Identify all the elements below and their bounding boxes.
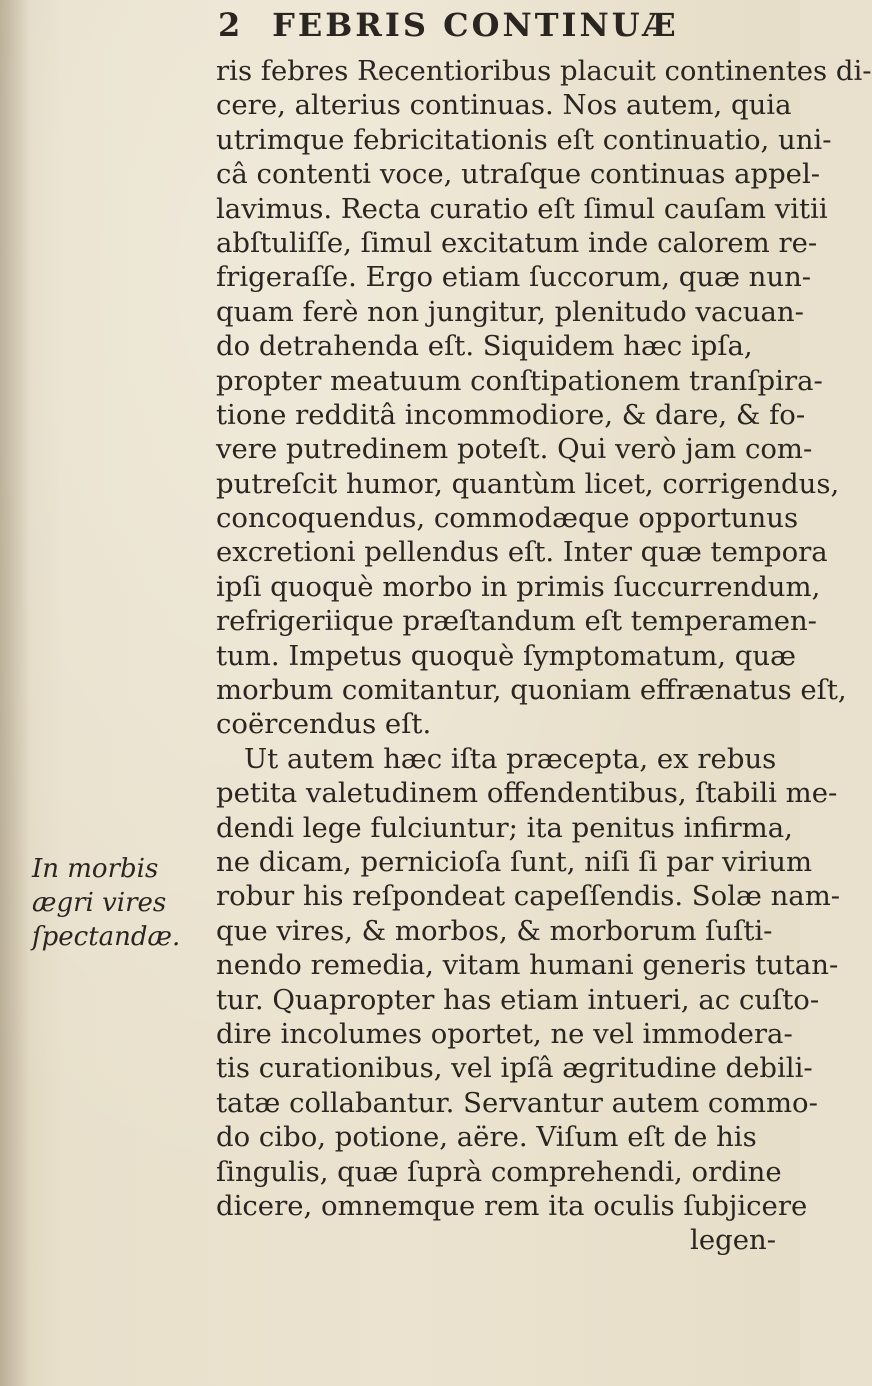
text-line: lavimus. Recta curatio eſt ſimul cauſam vitii	[216, 192, 828, 225]
text-line: ne dicam, pernicioſa ſunt, niſi ſi par virium	[216, 845, 813, 878]
text-line: dire incolumes oportet, ne vel immodera-	[216, 1017, 793, 1050]
text-line: ſingulis, quæ ſuprà comprehendi, ordine	[216, 1155, 782, 1188]
marginal-note	[32, 852, 202, 954]
text-line: coërcendus eſt.	[216, 708, 432, 741]
text-line: tione redditâ incommodiore, & dare, & fo-	[216, 398, 806, 431]
text-line: cere, alterius continuas. Nos autem, quia	[216, 89, 792, 122]
text-line: tur. Quapropter has etiam intueri, ac cuſto-	[216, 983, 820, 1016]
text-line: petita valetudinem offendentibus, ſtabili me-	[216, 777, 838, 810]
text-line: utrimque febricitationis eſt continuatio, uni-	[216, 123, 832, 156]
catchword: legen-	[690, 1224, 776, 1257]
text-line: robur his reſpondeat capeſſendis. Solæ nam-	[216, 880, 841, 913]
gutter-shadow	[0, 0, 30, 1386]
text-line: propter meatuum conſtipationem tranſpira-	[216, 364, 823, 397]
running-header	[218, 6, 778, 56]
text-line: excretioni pellendus eſt. Inter quæ tempora	[216, 536, 828, 569]
page-number: 2	[218, 6, 244, 44]
text-line: câ contenti voce, utraſque continuas appel-	[216, 158, 821, 191]
text-line: tum. Impetus quoquè ſymptomatum, quæ	[216, 639, 796, 672]
text-line: do cibo, potione, aëre. Viſum eſt de his	[216, 1121, 757, 1154]
text-line: tatæ collabantur. Servantur autem commo-	[216, 1086, 818, 1119]
text-line: ipſi quoquè morbo in primis ſuccurrendum,	[216, 570, 821, 603]
body-text	[216, 54, 872, 1258]
running-title: FEBRIS CONTINUÆ	[272, 6, 679, 44]
text-line: vere putredinem poteſt. Qui verò jam com-	[216, 433, 813, 466]
text-line: do detrahenda eſt. Siquidem hæc ipſa,	[216, 330, 753, 363]
marginal-note-line: ſpectandæ.	[32, 922, 181, 952]
text-line: nendo remedia, vitam humani generis tutan-	[216, 949, 839, 982]
text-line: dendi lege fulciuntur; ita penitus infirma,	[216, 811, 793, 844]
text-line: abſtuliſſe, ſimul excitatum inde calorem re-	[216, 226, 818, 259]
text-line: concoquendus, commodæque opportunus	[216, 502, 799, 535]
marginal-note-line: In morbis	[32, 854, 159, 884]
text-line: Ut autem hæc iſta præcepta, ex rebus	[244, 742, 777, 775]
marginal-note-line: ægri vires	[32, 888, 167, 918]
text-line: que vires, & morbos, & morborum ſuſti-	[216, 914, 773, 947]
text-line: ris febres Recentioribus placuit continentes di-	[216, 55, 872, 87]
text-line: quam ferè non jungitur, plenitudo vacuan-	[216, 295, 804, 328]
text-line: refrigeriique præſtandum eſt temperamen-	[216, 605, 817, 638]
text-line: putreſcit humor, quantùm licet, corrigendus,	[216, 467, 840, 500]
text-line: morbum comitantur, quoniam effrænatus eſt,	[216, 674, 847, 707]
text-line: dicere, omnemque rem ita oculis ſubjicere	[216, 1189, 808, 1222]
text-line: frigeraſſe. Ergo etiam ſuccorum, quæ nun-	[216, 261, 812, 294]
text-line: tis curationibus, vel ipſâ ægritudine debili-	[216, 1052, 813, 1085]
